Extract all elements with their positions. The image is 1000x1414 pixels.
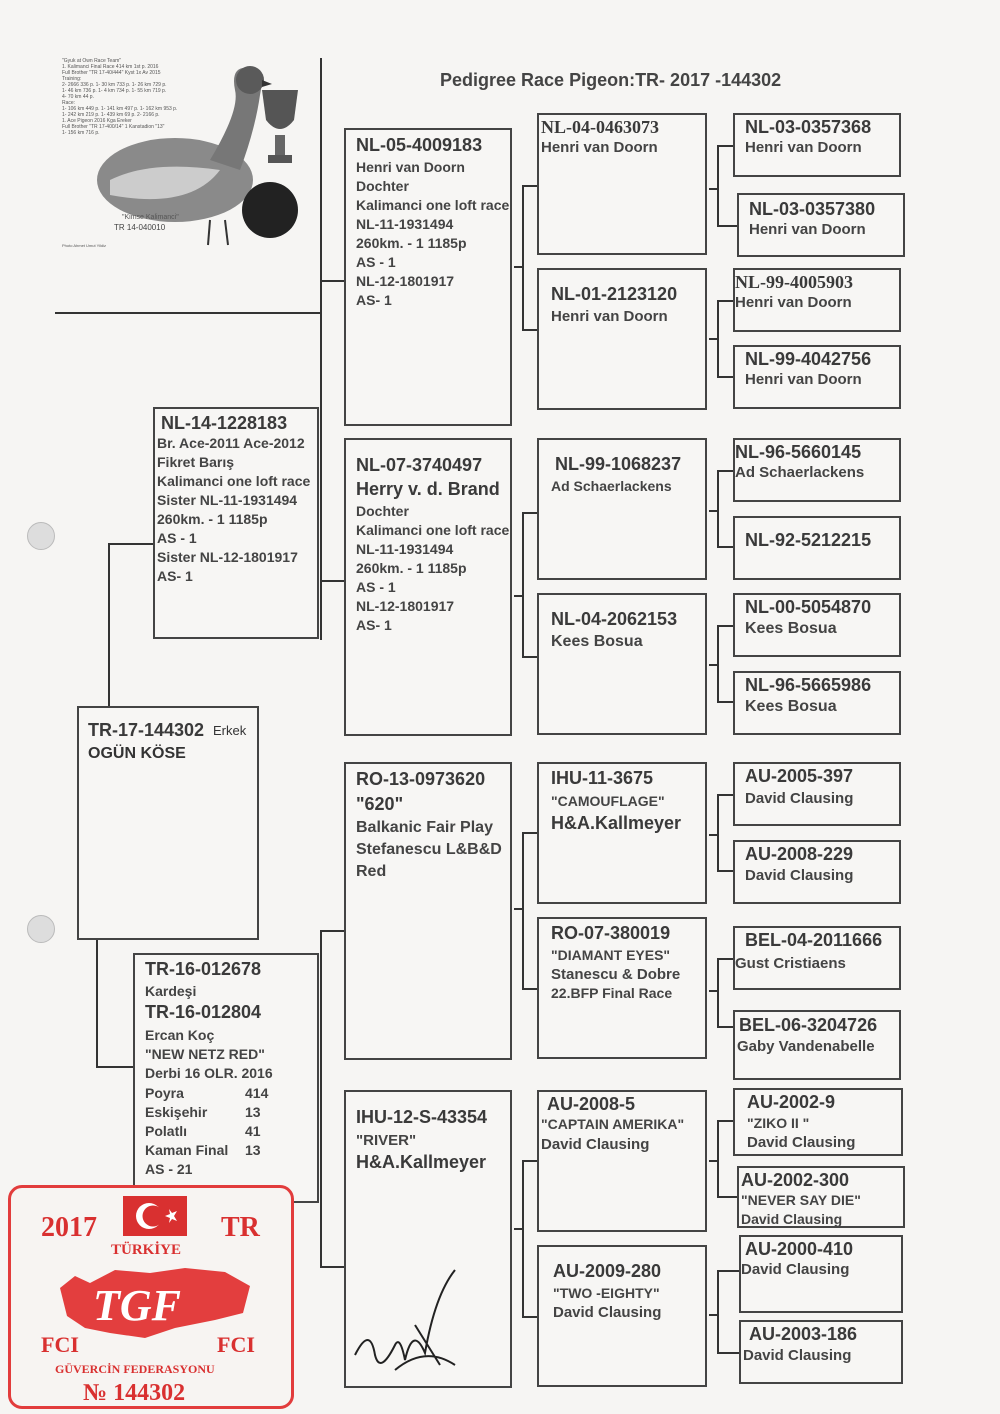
- turkish-flag-icon: [123, 1196, 187, 1236]
- subject-ring: TR-17-144302: [88, 720, 205, 740]
- pigeon-name-caption: "Kimse Kalimanci": [122, 214, 179, 221]
- gggp-box-11: BEL-04-2011666 Gust Cristiaens: [733, 926, 901, 990]
- grandparent-box-2: NL-07-3740497 Herry v. d. Brand Dochter Kalimanci one loft race NL-11-1931494 260km. - 1 1185p AS - 1 NL-12-1801917 AS- 1: [344, 438, 512, 736]
- stamp-federation: GÜVERCİN FEDERASYONU: [55, 1362, 215, 1376]
- sire-box: NL-14-1228183 Br. Ace-2011 Ace-2012 Fikret Barış Kalimanci one loft race Sister NL-11-1931494 260km. - 1 1185p AS - 1 Sister NL-12-1801917 AS- 1: [153, 407, 319, 639]
- subject-sex: Erkek: [213, 723, 247, 738]
- gggp-box-4: NL-99-4042756 Henri van Doorn: [733, 345, 901, 409]
- stamp-fci-left: FCI: [41, 1332, 79, 1357]
- ggp-box-1: NL-04-0463073 Henri van Doorn: [537, 113, 707, 255]
- gggp-box-8: NL-96-5665986 Kees Bosua: [733, 671, 901, 735]
- gggp-box-9: AU-2005-397 David Clausing: [733, 762, 901, 826]
- stamp-number: № 144302: [83, 1380, 186, 1406]
- photo-credit: Photo Ahmet Umut Yildiz: [62, 243, 107, 248]
- gggp-box-14: AU-2002-300 "NEVER SAY DIE" David Clausing: [737, 1166, 905, 1228]
- gggp-box-3: NL-99-4005903 Henri van Doorn: [733, 268, 901, 332]
- stamp-fci-right: FCI: [217, 1332, 255, 1357]
- ggp-box-8: AU-2009-280 "TWO -EIGHTY" David Clausing: [537, 1245, 707, 1387]
- stamp-org: TGF: [93, 1281, 181, 1330]
- pigeon-ring-caption: TR 14-040010: [114, 223, 166, 232]
- grandparent-box-3: RO-13-0973620 "620" Balkanic Fair Play Stefanescu L&B&D Red: [344, 762, 512, 1060]
- stamp-country-code: TR: [221, 1212, 260, 1243]
- dam-box: TR-16-012678 Kardeşi TR-16-012804 Ercan Koç "NEW NETZ RED" Derbi 16 OLR. 2016 Poyra 414 Eskişehir 13 Polatlı 41 Kaman Final 13 AS - 21: [133, 953, 319, 1203]
- gggp-box-15: AU-2000-410 David Clausing: [739, 1235, 903, 1313]
- ggp-box-2: NL-01-2123120 Henri van Doorn: [537, 268, 707, 410]
- subject-box: [77, 706, 259, 940]
- gggp-box-2: NL-03-0357380 Henri van Doorn: [737, 193, 905, 257]
- gggp-box-13: AU-2002-9 "ZIKO II " David Clausing: [733, 1088, 903, 1156]
- page-title: Pedigree Race Pigeon:TR- 2017 -144302: [440, 70, 782, 90]
- stamp-year: 2017: [41, 1212, 97, 1243]
- gggp-box-16: AU-2003-186 David Clausing: [739, 1320, 903, 1384]
- subject-owner: OGÜN KÖSE: [88, 745, 186, 762]
- ggp-box-5: IHU-11-3675 "CAMOUFLAGE" H&A.Kallmeyer: [537, 762, 707, 904]
- punch-hole-bottom: [27, 915, 55, 943]
- gggp-box-6: NL-92-5212215: [733, 516, 901, 580]
- sire-ring: NL-14-1228183: [161, 413, 288, 433]
- gggp-box-10: AU-2008-229 David Clausing: [733, 840, 901, 904]
- ggp-box-6: RO-07-380019 "DIAMANT EYES" Stanescu & Dobre 22.BFP Final Race: [537, 917, 707, 1059]
- punch-hole-top: [27, 522, 55, 550]
- ggp-box-3: NL-99-1068237 Ad Schaerlackens: [537, 438, 707, 580]
- gggp-box-7: NL-00-5054870 Kees Bosua: [733, 593, 901, 657]
- gggp-box-12: BEL-06-3204726 Gaby Vandenabelle: [733, 1010, 901, 1080]
- gggp-box-5: NL-96-5660145 Ad Schaerlackens: [733, 438, 901, 502]
- dam-ring: TR-16-012678: [145, 959, 262, 979]
- tgf-stamp: [8, 1185, 294, 1409]
- grandparent-box-1: NL-05-4009183 Henri van Doorn Dochter Kalimanci one loft race NL-11-1931494 260km. - 1 1185p AS - 1 NL-12-1801917 AS- 1: [344, 128, 512, 426]
- signature: [345, 1265, 465, 1385]
- ggp-box-4: NL-04-2062153 Kees Bosua: [537, 593, 707, 735]
- grandparent-box-4: IHU-12-S-43354 "RIVER" H&A.Kallmeyer: [344, 1090, 512, 1388]
- ggp-box-7: AU-2008-5 "CAPTAIN AMERIKA" David Clausing: [537, 1090, 707, 1232]
- photo-info-text: "Gyuk at Own Race Team" 1. Kalimanci Final Race 414 km 1st p. 2016 Full Brother "TR 17-40/444" Kyst 1x Av 2015 Training: 2- 2666 336 p. 1- 30 km 733 p. 1- 26 km 729 p. 1- 46 km 736 p. 1- 4 km 734 p. 1- 55 km 719 p. 4- 70 km 44 p. Race: 1- 106 km 449 p. 1- 141 km 497 p. 1- 162 km 953 p. 1- 242 km 219 p. 1- 439 km 69 p. 2- 2166 p. 1. Ace Pigeon 2016 Kga Ereker Full Brother "TR 17-400/14" 1 Kanstadion "13" 1- 156 km 716 p.: [62, 58, 178, 136]
- gggp-box-1: NL-03-0357368 Henri van Doorn: [733, 113, 901, 177]
- stamp-country: TÜRKİYE: [111, 1242, 182, 1258]
